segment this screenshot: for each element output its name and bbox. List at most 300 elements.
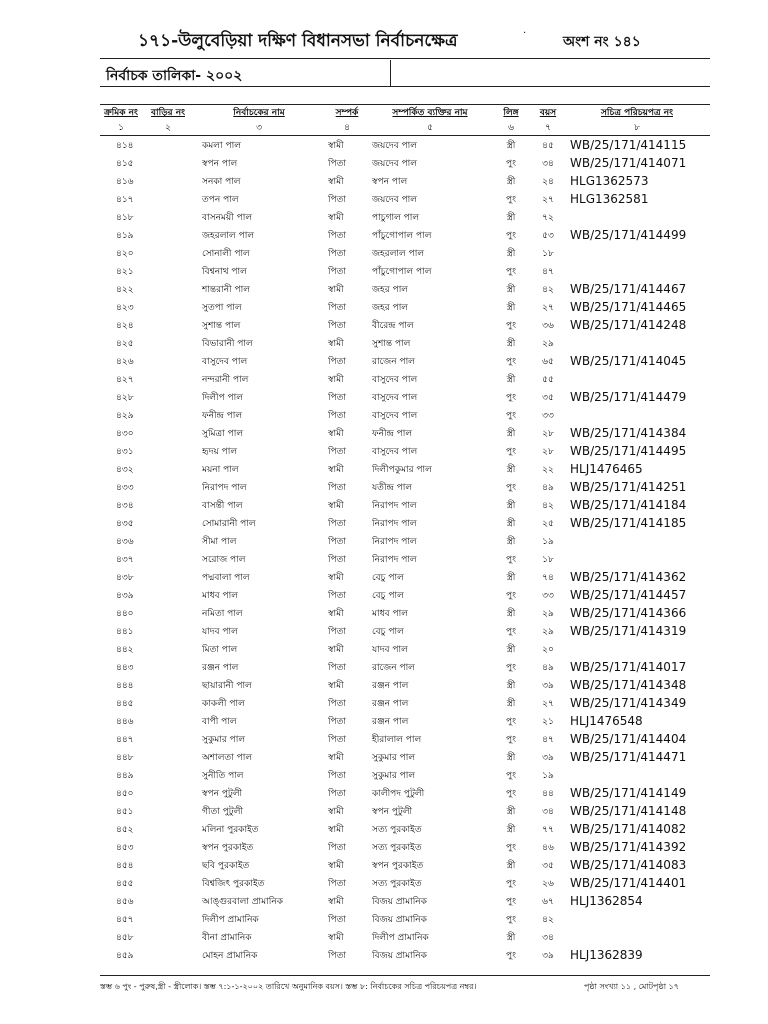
- page-header: [100, 24, 710, 60]
- cell-house: [142, 298, 194, 316]
- cell-age: ২৭: [542, 194, 554, 205]
- cell-sex: স্ত্রী: [506, 860, 516, 871]
- cell-house: [142, 586, 194, 604]
- cell-age: ৩৪: [542, 806, 554, 817]
- cell-voter-name: হৃদয় পাল: [202, 446, 238, 457]
- col-header-house: বাড়ির নং: [142, 105, 194, 121]
- cell-relation: পিতা: [328, 590, 347, 601]
- cell-serial: ৪৪৯: [116, 770, 134, 781]
- table-row: [100, 730, 710, 748]
- table-row: [100, 586, 710, 604]
- cell-house: [142, 154, 194, 172]
- cell-epic-number: HLJ1476465: [570, 462, 643, 476]
- cell-relation: পিতা: [328, 554, 347, 565]
- cell-voter-name: সোমারানী পাল: [202, 518, 256, 529]
- table-row: [100, 928, 710, 946]
- cell-relative-name: বেচু পাল: [372, 626, 404, 637]
- table-row: [100, 208, 710, 226]
- table-row: [100, 298, 710, 316]
- cell-relative-name: বিজয় প্রামানিক: [372, 950, 427, 961]
- cell-serial: ৪৫৭: [116, 914, 134, 925]
- cell-voter-name: সুনীতি পাল: [202, 770, 244, 781]
- table-row: [100, 946, 710, 964]
- cell-relation: পিতা: [328, 734, 347, 745]
- cell-voter-name: নিরাপদ পাল: [202, 482, 247, 493]
- cell-sex: স্ত্রী: [506, 176, 516, 187]
- cell-serial: ৪৩৫: [116, 518, 134, 529]
- table-row: [100, 352, 710, 370]
- cell-age: ৭২: [542, 212, 554, 223]
- table-row: [100, 532, 710, 550]
- cell-serial: ৪৫৮: [116, 932, 134, 943]
- cell-epic-number: WB/25/171/414404: [570, 732, 687, 746]
- header-rule: [100, 58, 710, 59]
- cell-house: [142, 604, 194, 622]
- cell-relative-name: জহরলাল পাল: [372, 248, 425, 259]
- col-header-serial: ক্রমিক নং: [100, 105, 142, 121]
- cell-relation: স্বামী: [328, 500, 344, 511]
- cell-relation: স্বামী: [328, 896, 344, 907]
- cell-epic-number: [564, 766, 710, 784]
- cell-sex: পুং: [506, 392, 516, 403]
- cell-sex: স্ত্রী: [506, 212, 516, 223]
- cell-age: ৩৪: [542, 158, 554, 169]
- cell-house: [142, 622, 194, 640]
- cell-voter-name: মলিনা পুরকাইত: [202, 824, 259, 835]
- col-number: ৫: [370, 120, 490, 136]
- cell-relation: স্বামী: [328, 464, 344, 475]
- cell-sex: পুং: [506, 410, 516, 421]
- cell-sex: স্ত্রী: [506, 536, 516, 547]
- cell-serial: ৪২০: [116, 248, 134, 259]
- cell-serial: ৪২১: [116, 266, 134, 277]
- header-dot: ·: [523, 28, 527, 39]
- cell-relative-name: পাচুগাল পাল: [372, 212, 420, 223]
- table-row: [100, 478, 710, 496]
- cell-serial: ৪৫৫: [116, 878, 134, 889]
- cell-sex: পুং: [506, 230, 516, 241]
- cell-voter-name: বাপী পাল: [202, 716, 237, 727]
- col-number: ৭: [532, 120, 564, 136]
- cell-age: ৪৪: [542, 788, 554, 799]
- cell-voter-name: রঞ্জন পাল: [202, 662, 239, 673]
- table-row: [100, 694, 710, 712]
- table-row: [100, 712, 710, 730]
- cell-epic-number: [564, 406, 710, 424]
- cell-sex: পুং: [506, 554, 516, 565]
- cell-voter-name: সুতপা পাল: [202, 302, 242, 313]
- cell-house: [142, 208, 194, 226]
- table-row: [100, 802, 710, 820]
- cell-epic-number: WB/25/171/414184: [570, 498, 687, 512]
- cell-serial: ৪৩৩: [116, 482, 134, 493]
- cell-serial: ৪৪৪: [116, 680, 134, 691]
- cell-house: [142, 838, 194, 856]
- cell-epic-number: HLG1362581: [570, 192, 649, 206]
- cell-voter-name: তপন পাল: [202, 194, 239, 205]
- cell-serial: ৪৩৭: [116, 554, 134, 565]
- cell-epic-number: [564, 550, 710, 568]
- col-header-epic: সচিত্র পরিচয়পত্র নং: [564, 105, 710, 121]
- cell-epic-number: WB/25/171/414349: [570, 696, 687, 710]
- cell-relation: স্বামী: [328, 608, 344, 619]
- cell-serial: ৪৪৫: [116, 698, 134, 709]
- cell-house: [142, 766, 194, 784]
- cell-voter-name: মাধব পাল: [202, 590, 238, 601]
- cell-age: ৫৫: [542, 374, 554, 385]
- cell-relative-name: বাসুদেব পাল: [372, 410, 418, 421]
- table-row: [100, 190, 710, 208]
- cell-relation: পিতা: [328, 266, 347, 277]
- cell-relation: পিতা: [328, 446, 347, 457]
- cell-house: [142, 478, 194, 496]
- cell-age: ৩৯: [542, 752, 554, 763]
- cell-sex: স্ত্রী: [506, 518, 516, 529]
- voter-rows: [100, 136, 710, 965]
- cell-serial: ৪১৬: [116, 176, 134, 187]
- cell-relative-name: দিলীপকুমার পাল: [372, 464, 432, 475]
- cell-house: [142, 640, 194, 658]
- cell-voter-name: নমিতা পাল: [202, 608, 243, 619]
- table-row: [100, 226, 710, 244]
- cell-serial: ৪১৪: [116, 140, 134, 151]
- cell-relation: পিতা: [328, 302, 347, 313]
- cell-voter-name: ছবি পুরকাইত: [202, 860, 250, 871]
- cell-relation: স্বামী: [328, 428, 344, 439]
- cell-relative-name: বিজয় প্রামানিক: [372, 896, 427, 907]
- cell-house: [142, 388, 194, 406]
- cell-age: ৩৩: [542, 590, 554, 601]
- cell-serial: ৪৩৬: [116, 536, 134, 547]
- cell-relation: পিতা: [328, 320, 347, 331]
- cell-sex: স্ত্রী: [506, 572, 516, 583]
- table-row: [100, 874, 710, 892]
- cell-relation: স্বামী: [328, 140, 344, 151]
- cell-relation: পিতা: [328, 536, 347, 547]
- cell-voter-name: গীতা পুটুলী: [202, 806, 243, 817]
- cell-age: ২৫: [542, 518, 554, 529]
- cell-serial: ৪১৫: [116, 158, 134, 169]
- table-row: [100, 622, 710, 640]
- table-row: [100, 262, 710, 280]
- table-row: [100, 424, 710, 442]
- cell-epic-number: WB/25/171/414495: [570, 444, 687, 458]
- cell-epic-number: WB/25/171/414401: [570, 876, 687, 890]
- cell-serial: ৪২৩: [116, 302, 134, 313]
- cell-sex: স্ত্রী: [506, 284, 516, 295]
- table-row: [100, 334, 710, 352]
- cell-relative-name: কালীপদ পুটুলী: [372, 788, 425, 799]
- cell-house: [142, 910, 194, 928]
- cell-house: [142, 928, 194, 946]
- cell-house: [142, 856, 194, 874]
- cell-age: ৩৬: [542, 320, 554, 331]
- cell-house: [142, 280, 194, 298]
- cell-sex: স্ত্রী: [506, 140, 516, 151]
- cell-sex: স্ত্রী: [506, 680, 516, 691]
- cell-house: [142, 784, 194, 802]
- cell-relative-name: সুকুমার পাল: [372, 770, 416, 781]
- table-row: [100, 784, 710, 802]
- cell-relation: স্বামী: [328, 680, 344, 691]
- cell-epic-number: WB/25/171/414115: [570, 138, 687, 152]
- cell-serial: ৪৪৮: [116, 752, 134, 763]
- cell-house: [142, 226, 194, 244]
- cell-voter-name: স্বপন পুরকাইত: [202, 842, 254, 853]
- cell-relation: পিতা: [328, 914, 347, 925]
- cell-age: ৪৯: [542, 482, 554, 493]
- col-number: ৪: [324, 120, 370, 136]
- cell-age: ৪২: [542, 500, 554, 511]
- list-title: নির্বাচক তালিকা- ২০০২: [106, 68, 243, 84]
- cell-voter-name: বিশ্বনাথ পাল: [202, 266, 247, 277]
- table-row: [100, 136, 710, 155]
- cell-relative-name: বীরেন্দ্র পাল: [372, 320, 414, 331]
- cell-voter-name: দিলীপ প্রামানিক: [202, 914, 259, 925]
- cell-voter-name: ময়না পাল: [202, 464, 239, 475]
- cell-age: ২৯: [542, 626, 554, 637]
- cell-epic-number: WB/25/171/414017: [570, 660, 687, 674]
- cell-age: ৬৫: [542, 356, 554, 367]
- cell-sex: পুং: [506, 716, 516, 727]
- cell-epic-number: [564, 244, 710, 262]
- cell-sex: পুং: [506, 356, 516, 367]
- cell-voter-name: বাসন্তী পাল: [202, 500, 243, 511]
- cell-relation: পিতা: [328, 662, 347, 673]
- cell-serial: ৪২৮: [116, 392, 134, 403]
- cell-epic-number: WB/25/171/414392: [570, 840, 687, 854]
- cell-age: ৪২: [542, 284, 554, 295]
- cell-epic-number: WB/25/171/414467: [570, 282, 687, 296]
- cell-serial: ৪২৭: [116, 374, 134, 385]
- cell-relation: পিতা: [328, 770, 347, 781]
- cell-relation: স্বামী: [328, 932, 344, 943]
- table-row: [100, 370, 710, 388]
- cell-voter-name: ফনীন্দ্র পাল: [202, 410, 243, 421]
- cell-relation: পিতা: [328, 878, 347, 889]
- cell-age: ৪৭: [542, 266, 554, 277]
- cell-relative-name: বাসুদেব পাল: [372, 374, 418, 385]
- cell-sex: স্ত্রী: [506, 374, 516, 385]
- cell-relation: পিতা: [328, 950, 347, 961]
- cell-house: [142, 262, 194, 280]
- cell-epic-number: WB/25/171/414465: [570, 300, 687, 314]
- cell-age: ২৬: [542, 878, 554, 889]
- cell-age: ১৮: [542, 554, 554, 565]
- cell-serial: ৪৪২: [116, 644, 134, 655]
- cell-relation: পিতা: [328, 698, 347, 709]
- cell-serial: ৪৪৩: [116, 662, 134, 673]
- table-row: [100, 910, 710, 928]
- cell-house: [142, 532, 194, 550]
- cell-house: [142, 568, 194, 586]
- cell-age: ২৮: [542, 446, 554, 457]
- cell-house: [142, 334, 194, 352]
- cell-relative-name: জহর পাল: [372, 284, 409, 295]
- cell-age: ৩৫: [542, 392, 554, 403]
- table-row: [100, 820, 710, 838]
- cell-house: [142, 496, 194, 514]
- cell-voter-name: জহরলাল পাল: [202, 230, 255, 241]
- cell-sex: পুং: [506, 590, 516, 601]
- cell-voter-name: নন্দরানী পাল: [202, 374, 249, 385]
- cell-relative-name: জহর পাল: [372, 302, 409, 313]
- cell-epic-number: WB/25/171/414082: [570, 822, 687, 836]
- cell-age: ২৭: [542, 302, 554, 313]
- cell-sex: স্ত্রী: [506, 248, 516, 259]
- cell-relative-name: রঞ্জন পাল: [372, 698, 409, 709]
- cell-sex: স্ত্রী: [506, 608, 516, 619]
- cell-house: [142, 352, 194, 370]
- table-row: [100, 676, 710, 694]
- cell-relation: স্বামী: [328, 176, 344, 187]
- cell-sex: স্ত্রী: [506, 824, 516, 835]
- cell-epic-number: [564, 262, 710, 280]
- cell-sex: স্ত্রী: [506, 302, 516, 313]
- cell-relation: পিতা: [328, 194, 347, 205]
- cell-age: ২৪: [542, 176, 554, 187]
- cell-serial: ৪২২: [116, 284, 134, 295]
- cell-epic-number: WB/25/171/414045: [570, 354, 687, 368]
- cell-epic-number: [564, 208, 710, 226]
- cell-relation: স্বামী: [328, 374, 344, 385]
- cell-age: ৩৯: [542, 680, 554, 691]
- cell-relative-name: যতীন্দ্র পাল: [372, 482, 413, 493]
- cell-house: [142, 136, 194, 155]
- table-row: [100, 514, 710, 532]
- cell-voter-name: শান্তরানী পাল: [202, 284, 250, 295]
- cell-epic-number: WB/25/171/414319: [570, 624, 687, 638]
- cell-epic-number: HLJ1362854: [570, 894, 643, 908]
- cell-serial: ৪১৭: [116, 194, 134, 205]
- cell-relative-name: বিজয় প্রামানিক: [372, 914, 427, 925]
- table-row: [100, 172, 710, 190]
- cell-house: [142, 406, 194, 424]
- part-number: অংশ নং ১৪১: [563, 34, 641, 50]
- cell-house: [142, 694, 194, 712]
- constituency-title: ১৭১-উলুবেড়িয়া দক্ষিণ বিধানসভা নির্বাচনক্ষেত্র: [138, 31, 458, 51]
- cell-relative-name: বাসুদেব পাল: [372, 392, 418, 403]
- cell-relative-name: রঞ্জন পাল: [372, 716, 409, 727]
- cell-voter-name: বীনা প্রামানিক: [202, 932, 252, 943]
- cell-house: [142, 460, 194, 478]
- table-row: [100, 388, 710, 406]
- table-row: [100, 604, 710, 622]
- cell-serial: ৪২৯: [116, 410, 134, 421]
- cell-serial: ৪৫২: [116, 824, 134, 835]
- cell-house: [142, 946, 194, 964]
- cell-house: [142, 820, 194, 838]
- cell-house: [142, 172, 194, 190]
- cell-epic-number: WB/25/171/414148: [570, 804, 687, 818]
- cell-age: ১৯: [542, 770, 554, 781]
- cell-relative-name: জয়দেব পাল: [372, 158, 417, 169]
- cell-serial: ৪৫৪: [116, 860, 134, 871]
- cell-sex: পুং: [506, 770, 516, 781]
- cell-relation: পিতা: [328, 158, 347, 169]
- cell-sex: পুং: [506, 266, 516, 277]
- list-title-box: [100, 60, 710, 87]
- cell-voter-name: অশালতা পাল: [202, 752, 253, 763]
- table-row: [100, 766, 710, 784]
- cell-sex: স্ত্রী: [506, 428, 516, 439]
- table-row: [100, 658, 710, 676]
- table-row: [100, 892, 710, 910]
- table-row: [100, 838, 710, 856]
- cell-age: ২৯: [542, 608, 554, 619]
- cell-age: ৩৩: [542, 410, 554, 421]
- cell-sex: স্ত্রী: [506, 500, 516, 511]
- cell-relation: স্বামী: [328, 806, 344, 817]
- cell-voter-name: যাদব পাল: [202, 626, 238, 637]
- table-row: [100, 316, 710, 334]
- cell-sex: পুং: [506, 194, 516, 205]
- title-box-divider: [390, 60, 391, 87]
- cell-relative-name: স্বপন পুরকাইত: [372, 860, 424, 871]
- cell-sex: পুং: [506, 158, 516, 169]
- cell-epic-number: WB/25/171/414457: [570, 588, 687, 602]
- col-header-name: নির্বাচকের নাম: [194, 105, 324, 121]
- cell-epic-number: WB/25/171/414479: [570, 390, 687, 404]
- voter-table: [100, 104, 710, 964]
- cell-relation: স্বামী: [328, 644, 344, 655]
- cell-relative-name: স্বপন পাল: [372, 176, 408, 187]
- cell-relative-name: জয়দেব পাল: [372, 194, 417, 205]
- cell-sex: স্ত্রী: [506, 806, 516, 817]
- cell-serial: ৪২৬: [116, 356, 134, 367]
- cell-voter-name: দিলীপ পাল: [202, 392, 243, 403]
- col-number: ২: [142, 120, 194, 136]
- cell-serial: ৪২৪: [116, 320, 134, 331]
- cell-house: [142, 658, 194, 676]
- cell-relation: স্বামী: [328, 752, 344, 763]
- cell-sex: স্ত্রী: [506, 644, 516, 655]
- cell-sex: পুং: [506, 446, 516, 457]
- cell-house: [142, 712, 194, 730]
- cell-age: ৪৭: [542, 734, 554, 745]
- cell-epic-number: HLJ1362839: [570, 948, 643, 962]
- cell-sex: পুং: [506, 878, 516, 889]
- cell-age: ৩৪: [542, 932, 554, 943]
- cell-voter-name: মিতা পাল: [202, 644, 238, 655]
- cell-serial: ৪৩৪: [116, 500, 134, 511]
- cell-relative-name: রাজেন পাল: [372, 356, 415, 367]
- cell-serial: ৪৫৯: [116, 950, 134, 961]
- table-row: [100, 550, 710, 568]
- cell-serial: ৪৫৩: [116, 842, 134, 853]
- cell-age: ৭৭: [542, 824, 554, 835]
- cell-relative-name: নিরাপদ পাল: [372, 500, 417, 511]
- cell-voter-name: সীমা পাল: [202, 536, 237, 547]
- cell-relative-name: বেচু পাল: [372, 572, 404, 583]
- cell-relative-name: সত্য পুরকাইত: [372, 878, 422, 889]
- table-row: [100, 640, 710, 658]
- cell-voter-name: স্বপন পাল: [202, 158, 238, 169]
- cell-age: ৫৩: [542, 230, 554, 241]
- cell-serial: ৪২৫: [116, 338, 134, 349]
- cell-relation: পিতা: [328, 842, 347, 853]
- table-row: [100, 244, 710, 262]
- column-header-row: [100, 105, 710, 121]
- cell-relative-name: বেচু পাল: [372, 590, 404, 601]
- cell-epic-number: HLG1362573: [570, 174, 649, 188]
- cell-age: ১৮: [542, 248, 554, 259]
- cell-epic-number: WB/25/171/414384: [570, 426, 687, 440]
- cell-serial: ৪৫০: [116, 788, 134, 799]
- table-row: [100, 442, 710, 460]
- cell-age: ১৯: [542, 536, 554, 547]
- col-number: ৬: [490, 120, 532, 136]
